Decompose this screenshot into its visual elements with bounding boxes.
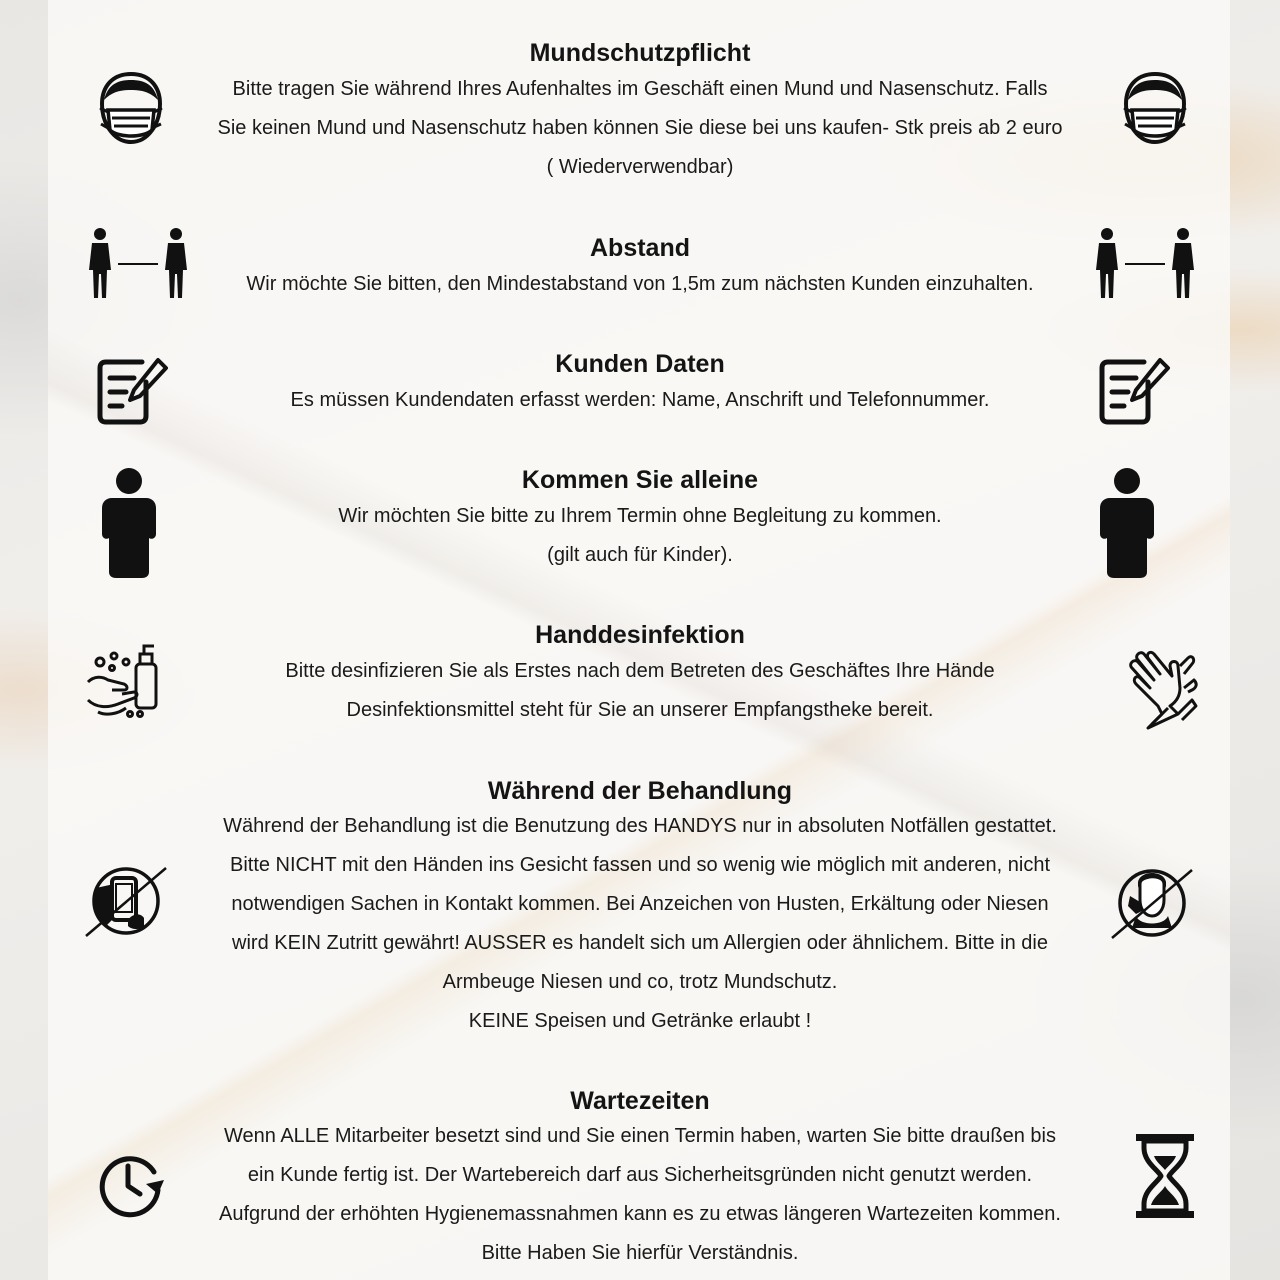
section-text-line: Es müssen Kundendaten erfasst werden: Name, Anschrift und Telefonnummer. <box>290 389 990 411</box>
section-text-line: Bitte desinfizieren Sie als Erstes nach dem Betreten des Geschäftes Ihre Hände <box>285 660 995 682</box>
clock-refresh-icon <box>96 1150 164 1218</box>
section-text-line: Wenn ALLE Mitarbeiter besetzt sind und Sie einen Termin haben, warten Sie bitte draußen bis <box>224 1125 1056 1147</box>
hand-sanitizer-icon <box>84 642 160 720</box>
section-title: Während der Behandlung <box>487 777 793 805</box>
section-abstand <box>0 233 1280 304</box>
section-text-line: Armbeuge Niesen und co, trotz Mundschutz. <box>442 971 838 993</box>
section-text-line: wird KEIN Zutritt gewährt! AUSSER es handelt sich um Allergien oder ähnlichem. Bitte in die <box>232 932 1048 954</box>
section-text-line: ( Wiederverwendbar) <box>546 156 734 178</box>
section-text-line: (gilt auch für Kinder). <box>547 544 733 566</box>
section-title: Mundschutzpflicht <box>529 39 751 67</box>
section-text-line: Bitte Haben Sie hierfür Verständnis. <box>481 1242 799 1264</box>
section-text-line: Bitte tragen Sie während Ihres Aufenhaltes im Geschäft einen Mund und Nasenschutz. Falls <box>232 78 1048 100</box>
face-mask-icon <box>1122 72 1188 146</box>
section-mundschutz <box>0 38 1280 187</box>
section-text-line: ein Kunde fertig ist. Der Wartebereich darf aus Sicherheitsgründen nicht genutzt werden. <box>247 1164 1033 1186</box>
section-kunden-daten <box>0 349 1280 420</box>
section-text-line: KEINE Speisen und Getränke erlaubt ! <box>468 1010 812 1032</box>
face-mask-icon <box>98 72 164 146</box>
section-text-line: Während der Behandlung ist die Benutzung des HANDYS nur in absoluten Notfällen gestattet. <box>223 815 1057 837</box>
person-icon <box>1100 468 1154 580</box>
section-alleine <box>0 465 1280 575</box>
section-title: Kunden Daten <box>555 350 725 378</box>
section-text-line: Wir möchte Sie bitten, den Mindestabstand von 1,5m zum nächsten Kunden einzuhalten. <box>246 273 1034 295</box>
no-phone-icon <box>84 864 168 938</box>
section-text-line: Aufgrund der erhöhten Hygienemassnahmen kann es zu etwas längeren Wartezeiten kommen. <box>219 1203 1061 1225</box>
section-text-line: notwendigen Sachen in Kontakt kommen. Bei Anzeichen von Husten, Erkältung oder Niesen <box>231 893 1049 915</box>
section-desinfektion <box>0 620 1280 730</box>
section-behandlung <box>0 776 1280 1041</box>
section-title: Abstand <box>590 234 690 262</box>
gloved-hands-icon <box>1118 644 1198 734</box>
form-edit-icon <box>1098 356 1172 426</box>
section-title: Handdesinfektion <box>535 621 745 649</box>
person-icon <box>102 468 156 580</box>
section-title: Wartezeiten <box>570 1087 710 1115</box>
no-face-touch-icon <box>1110 866 1194 940</box>
section-title: Kommen Sie alleine <box>521 466 759 494</box>
section-text-line: Sie keinen Mund und Nasenschutz haben können Sie diese bei uns kaufen- Stk preis ab 2 euro <box>217 117 1063 139</box>
section-text-line: Desinfektionsmittel steht für Sie an unserer Empfangstheke bereit. <box>346 699 934 721</box>
social-distance-icon <box>86 226 190 300</box>
section-text-line: Wir möchten Sie bitte zu Ihrem Termin ohne Begleitung zu kommen. <box>338 505 942 527</box>
social-distance-icon <box>1093 226 1197 300</box>
section-wartezeiten <box>0 1086 1280 1273</box>
form-edit-icon <box>96 356 170 426</box>
section-text-line: Bitte NICHT mit den Händen ins Gesicht fassen und so wenig wie möglich mit anderen, nicht <box>229 854 1051 876</box>
hourglass-icon <box>1134 1132 1196 1220</box>
